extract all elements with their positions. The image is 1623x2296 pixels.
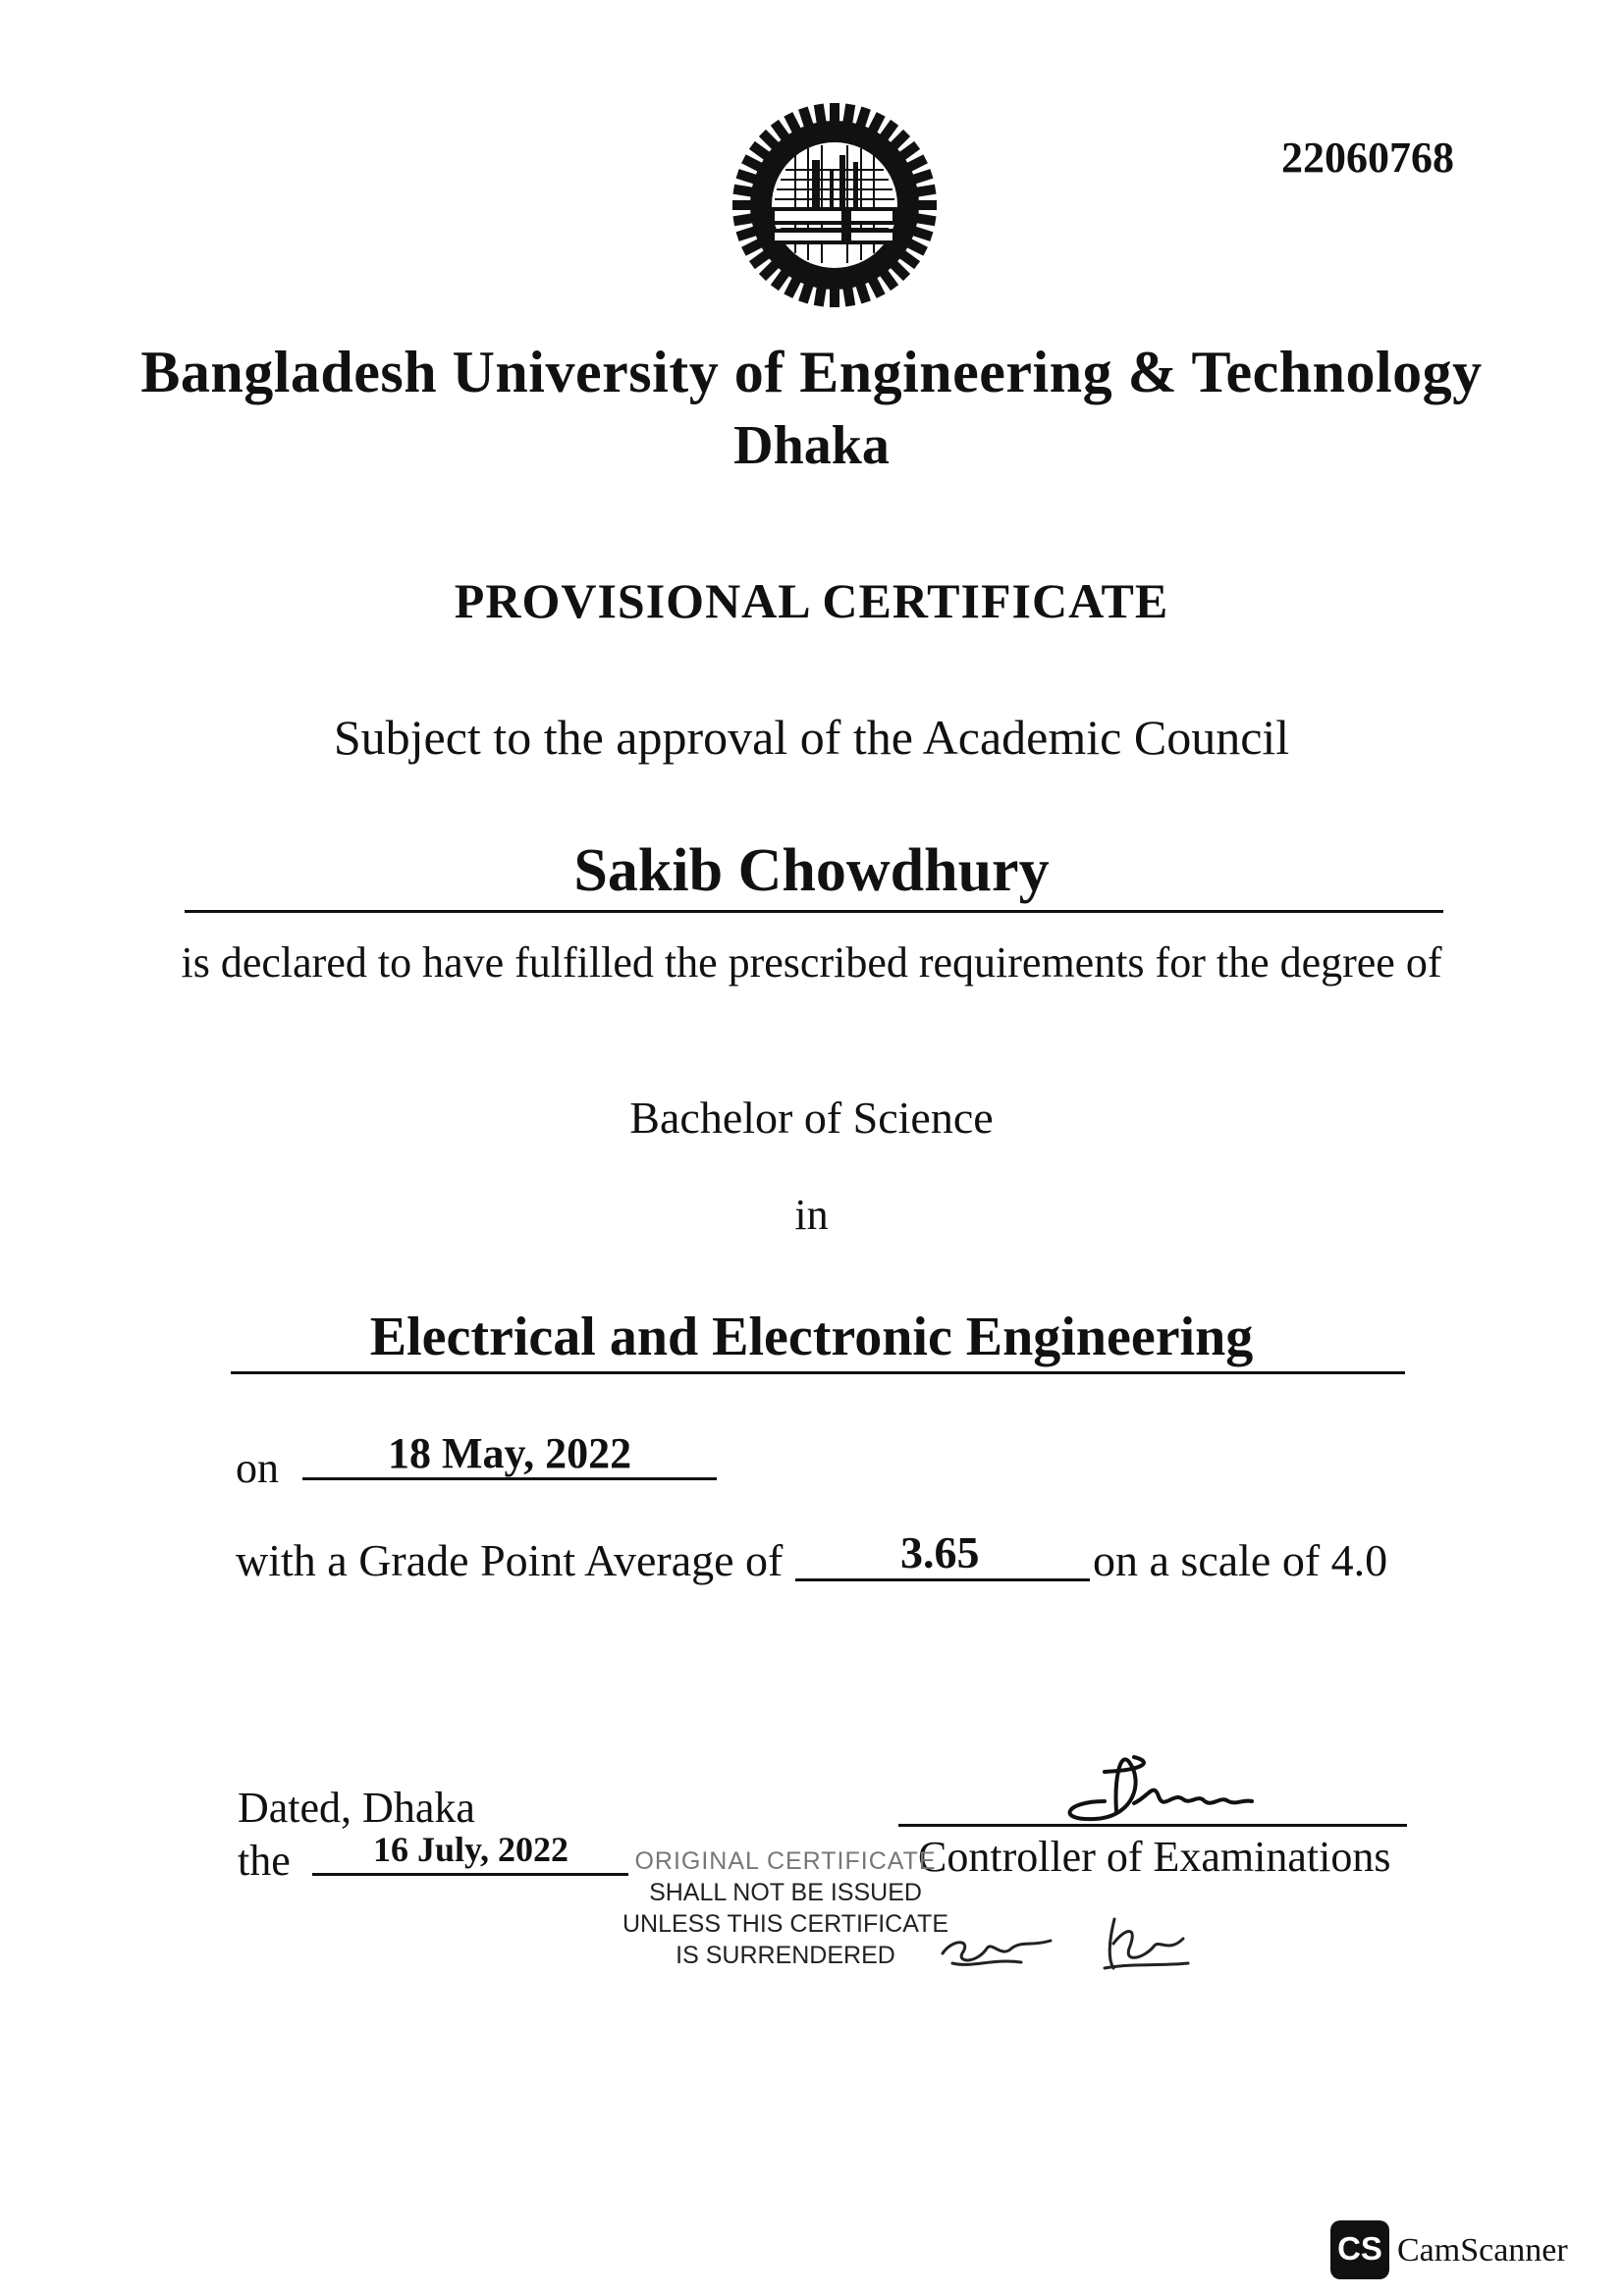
camscanner-text: CamScanner: [1397, 2232, 1568, 2269]
camscanner-logo-icon: CS: [1330, 2220, 1389, 2279]
stamp-line-1: ORIGINAL CERTIFICATE: [634, 1847, 937, 1875]
approval-subject-line: Subject to the approval of the Academic Council: [333, 710, 1290, 765]
initials-icon: [933, 1919, 1070, 1983]
stamp-line-2: SHALL NOT BE ISSUED: [649, 1879, 922, 1906]
issue-date: 16 July, 2022: [373, 1830, 569, 1869]
degree-in-word: in: [794, 1191, 829, 1239]
gpa-label: with a Grade Point Average of: [236, 1535, 784, 1585]
university-city: Dhaka: [733, 415, 890, 476]
discipline-name: Electrical and Electronic Engineering: [369, 1307, 1254, 1367]
student-name: Sakib Chowdhury: [573, 837, 1050, 904]
university-name: Bangladesh University of Engineering & Technology: [140, 340, 1483, 404]
declaration-text: is declared to have fulfilled the prescribed requirements for the degree of: [181, 938, 1442, 987]
initials-icon-2: [1100, 1909, 1198, 1983]
stamp-line-3: UNLESS THIS CERTIFICATE: [622, 1910, 948, 1938]
certificate-title: PROVISIONAL CERTIFICATE: [454, 573, 1169, 628]
stamp-line-4: IS SURRENDERED: [676, 1942, 895, 1969]
gpa-scale-label: on a scale of 4.0: [1093, 1535, 1388, 1585]
gpa-value: 3.65: [900, 1527, 980, 1577]
the-label: the: [238, 1837, 291, 1885]
issue-date-underline: [312, 1873, 628, 1876]
university-logo-icon: [731, 101, 938, 314]
serial-number: 22060768: [1281, 133, 1454, 182]
signature-line: [898, 1824, 1407, 1827]
dated-label: Dated, Dhaka: [238, 1784, 475, 1832]
gpa-underline: [795, 1578, 1090, 1581]
completion-date-underline: [302, 1477, 717, 1480]
degree-name: Bachelor of Science: [629, 1093, 994, 1143]
on-label: on: [236, 1444, 279, 1492]
signatory-title: Controller of Examinations: [918, 1833, 1391, 1881]
completion-date: 18 May, 2022: [388, 1429, 632, 1477]
name-underline: [185, 910, 1443, 913]
discipline-underline: [231, 1371, 1405, 1374]
signature-icon: [1036, 1742, 1271, 1836]
surrender-stamp: [619, 1845, 952, 1971]
